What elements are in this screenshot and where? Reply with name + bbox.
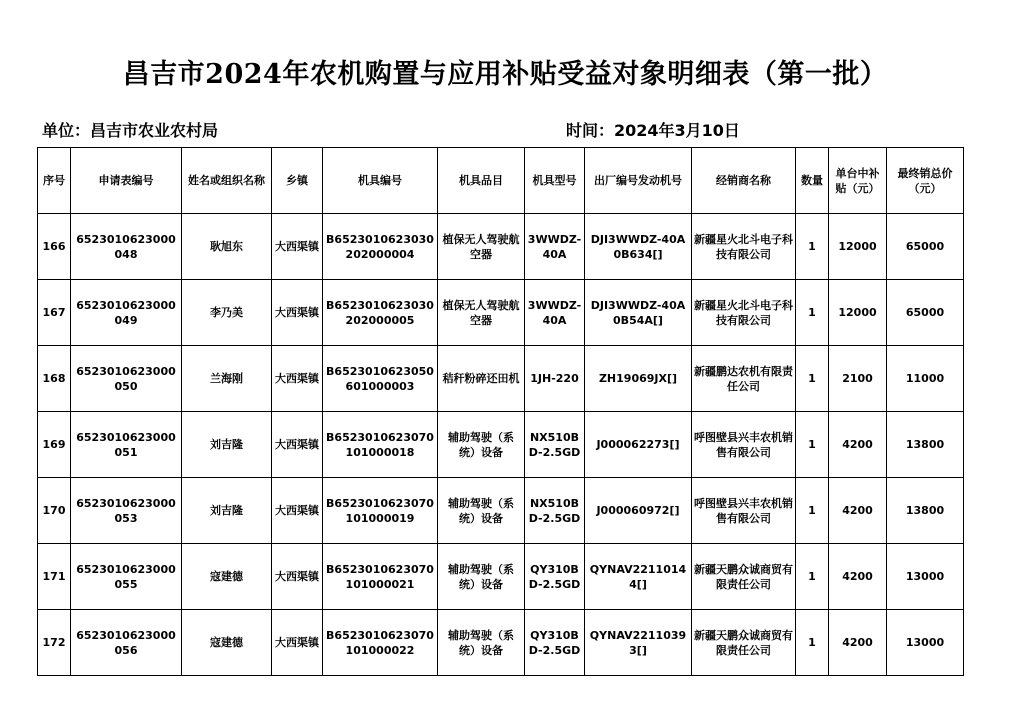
- cell-col-unit-subsidy: 4200: [829, 478, 887, 544]
- header-col-machine-no: 机具编号: [323, 148, 438, 214]
- header-col-machine-model: 机具型号: [525, 148, 585, 214]
- header-col-application-no: 申请表编号: [71, 148, 182, 214]
- cell-col-machine-no: B6523010623030202000004: [323, 214, 438, 280]
- cell-col-serial-engine-no: J000062273[]: [585, 412, 692, 478]
- cell-col-final-price: 13000: [887, 610, 964, 676]
- cell-col-application-no: 6523010623000050: [71, 346, 182, 412]
- header-col-machine-category: 机具品目: [438, 148, 525, 214]
- cell-col-quantity: 1: [796, 280, 829, 346]
- cell-col-machine-no: B6523010623070101000019: [323, 478, 438, 544]
- cell-col-index: 172: [38, 610, 71, 676]
- cell-col-serial-engine-no: DJI3WWDZ-40A0B54A[]: [585, 280, 692, 346]
- cell-col-dealer-name: 新疆天鹏众诚商贸有限责任公司: [692, 610, 796, 676]
- cell-col-machine-model: QY310BD-2.5GD: [525, 544, 585, 610]
- cell-col-unit-subsidy: 12000: [829, 214, 887, 280]
- cell-col-machine-no: B6523010623050601000003: [323, 346, 438, 412]
- cell-col-unit-subsidy: 12000: [829, 280, 887, 346]
- cell-col-applicant-name: 寇建德: [182, 610, 272, 676]
- cell-col-township: 大西渠镇: [272, 544, 323, 610]
- document-title: 昌吉市2024年农机购置与应用补贴受益对象明细表（第一批）: [122, 59, 888, 90]
- cell-col-final-price: 13000: [887, 544, 964, 610]
- cell-col-machine-category: 植保无人驾驶航空器: [438, 214, 525, 280]
- cell-col-application-no: 6523010623000051: [71, 412, 182, 478]
- cell-col-township: 大西渠镇: [272, 610, 323, 676]
- cell-col-machine-category: 辅助驾驶（系统）设备: [438, 610, 525, 676]
- cell-col-final-price: 65000: [887, 214, 964, 280]
- cell-col-machine-model: NX510BD-2.5GD: [525, 478, 585, 544]
- cell-col-index: 166: [38, 214, 71, 280]
- cell-col-machine-no: B6523010623070101000018: [323, 412, 438, 478]
- cell-col-dealer-name: 呼图壁县兴丰农机销售有限公司: [692, 412, 796, 478]
- cell-col-machine-no: B6523010623030202000005: [323, 280, 438, 346]
- table-body: [38, 214, 964, 676]
- cell-col-index: 170: [38, 478, 71, 544]
- cell-col-final-price: 13800: [887, 412, 964, 478]
- cell-col-application-no: 6523010623000048: [71, 214, 182, 280]
- cell-col-unit-subsidy: 4200: [829, 412, 887, 478]
- cell-col-machine-no: B6523010623070101000022: [323, 610, 438, 676]
- cell-col-final-price: 11000: [887, 346, 964, 412]
- cell-col-serial-engine-no: DJI3WWDZ-40A0B634[]: [585, 214, 692, 280]
- table-row: [38, 214, 964, 280]
- header-col-serial-engine-no: 出厂编号发动机号: [585, 148, 692, 214]
- cell-col-machine-category: 辅助驾驶（系统）设备: [438, 544, 525, 610]
- cell-col-dealer-name: 呼图壁县兴丰农机销售有限公司: [692, 478, 796, 544]
- cell-col-machine-model: 1JH-220: [525, 346, 585, 412]
- cell-col-machine-no: B6523010623070101000021: [323, 544, 438, 610]
- table-row: [38, 610, 964, 676]
- date-label: 时间：2024年3月10日: [566, 121, 740, 140]
- cell-col-quantity: 1: [796, 478, 829, 544]
- cell-col-machine-model: 3WWDZ-40A: [525, 214, 585, 280]
- cell-col-application-no: 6523010623000056: [71, 610, 182, 676]
- cell-col-machine-category: 辅助驾驶（系统）设备: [438, 478, 525, 544]
- cell-col-township: 大西渠镇: [272, 346, 323, 412]
- cell-col-dealer-name: 新疆星火北斗电子科技有限公司: [692, 280, 796, 346]
- cell-col-dealer-name: 新疆星火北斗电子科技有限公司: [692, 214, 796, 280]
- unit-label: 单位：昌吉市农业农村局: [42, 121, 219, 140]
- subsidy-table: [37, 147, 964, 676]
- table-row: [38, 544, 964, 610]
- cell-col-serial-engine-no: J000060972[]: [585, 478, 692, 544]
- cell-col-applicant-name: 刘吉隆: [182, 412, 272, 478]
- header-col-quantity: 数量: [796, 148, 829, 214]
- header-col-applicant-name: 姓名或组织名称: [182, 148, 272, 214]
- cell-col-machine-category: 植保无人驾驶航空器: [438, 280, 525, 346]
- cell-col-serial-engine-no: QYNAV22110393[]: [585, 610, 692, 676]
- cell-col-quantity: 1: [796, 412, 829, 478]
- cell-col-quantity: 1: [796, 544, 829, 610]
- cell-col-dealer-name: 新疆鹏达农机有限责任公司: [692, 346, 796, 412]
- header-col-township: 乡镇: [272, 148, 323, 214]
- cell-col-machine-category: 秸秆粉碎还田机: [438, 346, 525, 412]
- cell-col-applicant-name: 寇建德: [182, 544, 272, 610]
- cell-col-township: 大西渠镇: [272, 214, 323, 280]
- cell-col-applicant-name: 耿旭东: [182, 214, 272, 280]
- cell-col-index: 167: [38, 280, 71, 346]
- table-row: [38, 478, 964, 544]
- cell-col-index: 171: [38, 544, 71, 610]
- header-col-dealer-name: 经销商名称: [692, 148, 796, 214]
- table-row: [38, 412, 964, 478]
- cell-col-application-no: 6523010623000053: [71, 478, 182, 544]
- header-col-final-price: 最终销总价（元）: [887, 148, 964, 214]
- cell-col-applicant-name: 李乃美: [182, 280, 272, 346]
- cell-col-machine-model: 3WWDZ-40A: [525, 280, 585, 346]
- cell-col-serial-engine-no: QYNAV22110144[]: [585, 544, 692, 610]
- cell-col-applicant-name: 刘吉隆: [182, 478, 272, 544]
- cell-col-machine-model: QY310BD-2.5GD: [525, 610, 585, 676]
- cell-col-unit-subsidy: 2100: [829, 346, 887, 412]
- header-col-index: 序号: [38, 148, 71, 214]
- cell-col-final-price: 13800: [887, 478, 964, 544]
- cell-col-quantity: 1: [796, 610, 829, 676]
- table-row: [38, 346, 964, 412]
- cell-col-township: 大西渠镇: [272, 412, 323, 478]
- cell-col-quantity: 1: [796, 214, 829, 280]
- cell-col-index: 169: [38, 412, 71, 478]
- cell-col-application-no: 6523010623000049: [71, 280, 182, 346]
- header-col-unit-subsidy: 单台中补贴（元）: [829, 148, 887, 214]
- cell-col-machine-category: 辅助驾驶（系统）设备: [438, 412, 525, 478]
- cell-col-township: 大西渠镇: [272, 280, 323, 346]
- cell-col-unit-subsidy: 4200: [829, 610, 887, 676]
- table-row: [38, 280, 964, 346]
- cell-col-applicant-name: 兰海刚: [182, 346, 272, 412]
- cell-col-dealer-name: 新疆天鹏众诚商贸有限责任公司: [692, 544, 796, 610]
- cell-col-township: 大西渠镇: [272, 478, 323, 544]
- table-header-row: [38, 148, 964, 214]
- cell-col-application-no: 6523010623000055: [71, 544, 182, 610]
- cell-col-index: 168: [38, 346, 71, 412]
- cell-col-quantity: 1: [796, 346, 829, 412]
- cell-col-serial-engine-no: ZH19069JX[]: [585, 346, 692, 412]
- cell-col-unit-subsidy: 4200: [829, 544, 887, 610]
- cell-col-final-price: 65000: [887, 280, 964, 346]
- cell-col-machine-model: NX510BD-2.5GD: [525, 412, 585, 478]
